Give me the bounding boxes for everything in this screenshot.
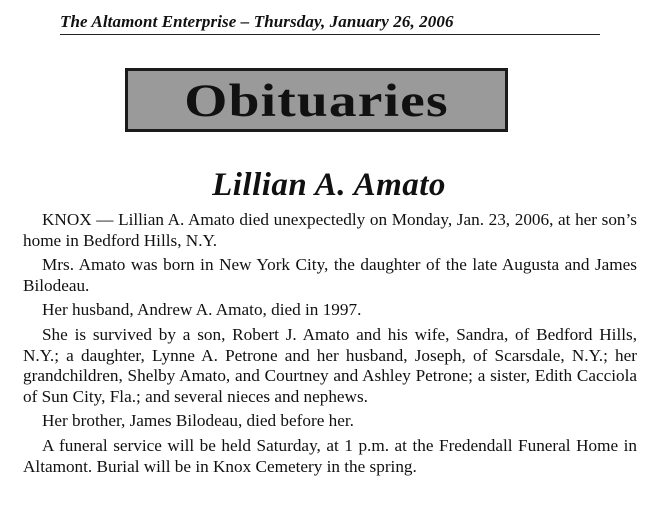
masthead-title: The Altamont Enterprise – Thursday, January 26, 2006 [60, 12, 454, 31]
obituary-paragraph: A funeral service will be held Saturday, at 1 p.m. at the Fredendall Funeral Home in Altamont. Burial will be in Knox Cemetery in the spring. [23, 435, 637, 476]
section-banner [125, 68, 508, 132]
obituary-paragraph: KNOX — Lillian A. Amato died unexpectedly on Monday, Jan. 23, 2006, at her son’s home in Bedford Hills, N.Y. [23, 210, 637, 250]
masthead [60, 12, 600, 35]
obituary-body [23, 210, 637, 481]
section-banner-title: Obituaries [184, 75, 449, 127]
obituary-name: Lillian A. Amato [212, 167, 446, 203]
obituary-paragraph: Mrs. Amato was born in New York City, the daughter of the late Augusta and James Bilodeau. [23, 255, 637, 295]
obituary-paragraph: Her brother, James Bilodeau, died before her. [42, 411, 354, 431]
obituary-paragraph: Her husband, Andrew A. Amato, died in 1997. [42, 300, 362, 320]
obituary-paragraph: She is survived by a son, Robert J. Amato and his wife, Sandra, of Bedford Hills, N.Y.; a daughter, Lynne A. Petrone and her husband, Joseph, of Scarsdale, N.Y.; her grandchildren, Shelby Amato, and Courtney and Ashley Petrone; a sister, Edith Cacciola of Sun City, Fla.; and several nieces and nephews. [23, 324, 637, 406]
